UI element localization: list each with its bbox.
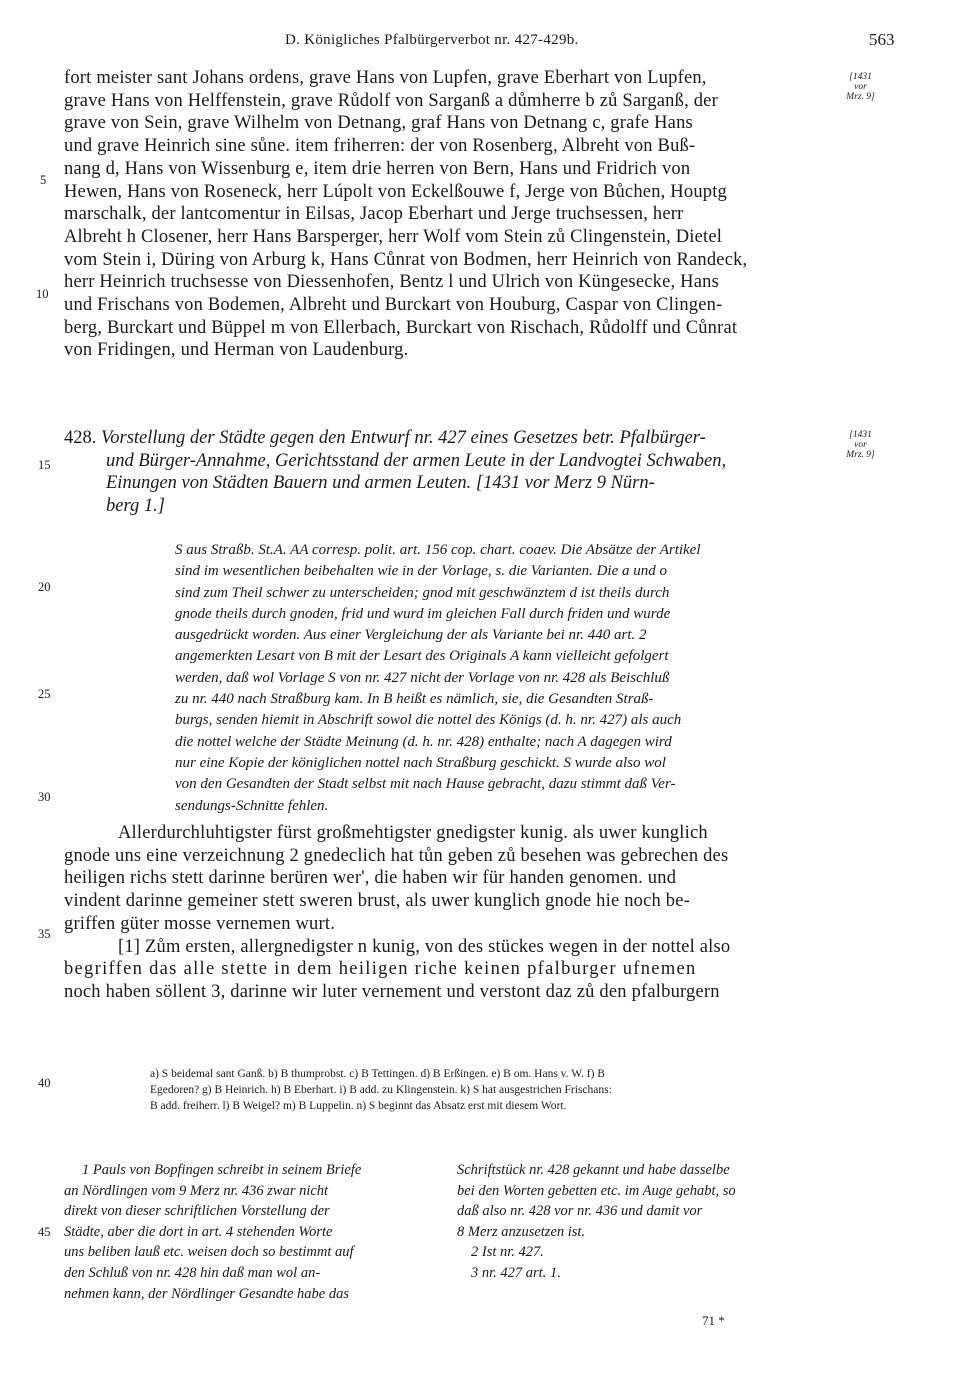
- line-number: 45: [38, 1225, 51, 1239]
- page-number: 563: [869, 30, 895, 49]
- text-line: und Frischans von Bodemen, Albreht und Burckart von Houburg, Caspar von Clingen-: [64, 295, 723, 316]
- footnote-line: uns beliben lauß etc. weisen doch so bestimmt auf: [64, 1244, 354, 1261]
- source-line: die nottel welche der Städte Meinung (d. h. nr. 428) enthalte; nach A dagegen wird: [175, 733, 672, 750]
- source-line: burgs, senden hiemit in Abschrift sowol die nottel des Königs (d. h. nr. 427) als auch: [175, 712, 682, 729]
- rubric-line: berg 1.]: [106, 495, 165, 516]
- margin-date-note-rubric: [838, 430, 883, 460]
- footnotes-right-column: [457, 1160, 736, 1284]
- margin-note-line: Mrz. 9]: [846, 450, 875, 460]
- line-number: 25: [38, 687, 51, 701]
- text-line: nang d, Hans von Wissenburg e, item drie herren von Bern, Hans und Fridrich von: [64, 158, 691, 179]
- source-line: gnode theils durch gnoden, frid und wurd im gleichen Fall durch friden und wurde: [175, 605, 671, 622]
- text-line: vindent darinne gemeiner stett sweren brust, als uwer kunglich gnode hie noch be-: [64, 891, 691, 912]
- source-line: nur eine Kopie der königlichen nottel nach Straßburg geschickt. S wurde also wol: [175, 754, 666, 771]
- line-number: 35: [38, 927, 51, 941]
- margin-note-line: [1431: [849, 430, 872, 440]
- document-number: 428.: [64, 428, 97, 448]
- text-line: grave Hans von Helffenstein, grave Růdolf von Sarganß a důmherre b zů Sarganß, der: [64, 90, 718, 111]
- text-line: Allerdurchluhtigster fürst großmehtigster gnedigster kunig. als uwer kunglich: [118, 823, 708, 843]
- footnote-line: den Schluß von nr. 428 hin daß man wol an-: [64, 1264, 321, 1281]
- line-number: 40: [38, 1076, 51, 1090]
- source-line: sind zum Theil schwer zu unterscheiden; gnod mit geschwänztem d ist theils durch: [175, 584, 670, 601]
- rubric-text: Vorstellung der Städte gegen den Entwurf nr. 427 eines Gesetzes betr. Pfalbürger-: [101, 428, 706, 448]
- text-line: begriffen das alle stette in dem heiligen riche keinen pfalburger ufnemen: [64, 959, 697, 980]
- footnote-line: 3 nr. 427 art. 1.: [471, 1264, 561, 1281]
- footnote-line: 8 Merz anzusetzen ist.: [457, 1223, 586, 1240]
- text-line: und grave Heinrich sine sůne. item friherren: der von Rosenberg, Albreht von Buß-: [64, 136, 696, 157]
- text-line: marschalk, der lantcomentur in Eilsas, Jacop Eberhart und Jerge truchsessen, herr: [64, 204, 684, 225]
- text-line: fort meister sant Johans ordens, grave Hans von Lupfen, grave Eberhart von Lupfen,: [64, 68, 707, 88]
- footnotes-left-column: [64, 1160, 361, 1304]
- source-line: sendungs-Schnitte fehlen.: [175, 797, 329, 814]
- source-line: S aus Straßb. St.A. AA corresp. polit. art. 156 cop. chart. coaev. Die Absätze der Artikel: [175, 542, 701, 558]
- text-line: Hewen, Hans von Roseneck, herr Lúpolt von Eckelßouwe f, Jerge von Bůchen, Houptg: [64, 181, 728, 202]
- margin-note-line: [1431: [849, 72, 872, 82]
- line-number: 10: [36, 287, 49, 301]
- text-line: gnode uns eine verzeichnung 2 gnedeclich hat tůn geben zů besehen was gebrechen des: [64, 845, 729, 866]
- rubric-line: und Bürger-Annahme, Gerichtsstand der armen Leute in der Landvogtei Schwaben,: [106, 450, 727, 471]
- text-line: von Fridingen, und Herman von Laudenburg.: [64, 340, 409, 361]
- footnote-line: nehmen kann, der Nördlinger Gesandte habe das: [64, 1285, 349, 1302]
- text-line: heiligen richs stett darinne berüren wer', die haben wir für handen genomen. und: [64, 868, 677, 889]
- footnote-line: 2 Ist nr. 427.: [471, 1244, 544, 1261]
- source-line: ausgedrückt worden. Aus einer Vergleichung der als Variante bei nr. 440 art. 2: [175, 627, 647, 644]
- text-line: vom Stein i, Düring von Arburg k, Hans Cůnrat von Bodmen, herr Heinrich von Randeck,: [64, 249, 748, 270]
- rubric-line: Einungen von Städten Bauern und armen Leuten. [1431 vor Merz 9 Nürn-: [106, 473, 655, 493]
- variant-apparatus: [150, 1066, 612, 1114]
- names-paragraph: [64, 67, 747, 362]
- footnote-line: an Nördlingen vom 9 Merz nr. 436 zwar nicht: [64, 1182, 329, 1199]
- rubric-line: [64, 427, 726, 450]
- margin-note-line: vor: [854, 440, 867, 450]
- text-line: griffen güter mosse vernemen wurt.: [64, 913, 336, 934]
- footnote-line: Schriftstück nr. 428 gekannt und habe dasselbe: [457, 1162, 730, 1178]
- footnote-line: 1 Pauls von Bopfingen schreibt in seinem Briefe: [82, 1162, 362, 1178]
- line-number: 30: [38, 790, 51, 804]
- margin-note-line: vor: [854, 82, 867, 92]
- text-line: Albreht h Closener, herr Hans Barsperger, herr Wolf vom Stein zů Clingenstein, Dietel: [64, 226, 723, 247]
- line-number: 15: [38, 458, 51, 472]
- text-line: grave von Sein, grave Wilhelm von Detnang, graf Hans von Detnang c, grafe Hans: [64, 113, 693, 134]
- footnote-line: Städte, aber die dort in art. 4 stehenden Worte: [64, 1223, 333, 1240]
- footnote-line: direkt von dieser schriftlichen Vorstellung der: [64, 1203, 330, 1220]
- running-header: D. Königliches Pfalbürgerverbot nr. 427-429b.: [285, 32, 579, 48]
- margin-date-note-top: [838, 72, 883, 102]
- text-line: [1] Zům ersten, allergnedigster n kunig, von des stückes wegen in der nottel also: [118, 936, 731, 957]
- line-number: 5: [40, 173, 47, 187]
- petition-text: [64, 822, 730, 1004]
- source-line: sind im wesentlichen beibehalten wie in der Vorlage, s. die Varianten. Die a und o: [175, 563, 668, 580]
- source-line: werden, daß wol Vorlage S von nr. 427 nicht der Vorlage von nr. 428 als Beischluß: [175, 669, 670, 686]
- source-note: [175, 540, 701, 817]
- text-line: berg, Burckart und Büppel m von Ellerbach, Burckart von Rischach, Růdolff und Cůnrat: [64, 317, 738, 338]
- margin-note-line: Mrz. 9]: [846, 92, 875, 102]
- source-line: zu nr. 440 nach Straßburg kam. In B heißt es nämlich, sie, die Gesandten Straß-: [175, 691, 654, 708]
- variant-line: B add. freiherr. l) B Weigel? m) B Luppelin. n) S beginnt das Absatz erst mit diesem Wort.: [150, 1100, 567, 1112]
- footnote-line: bei den Worten gebetten etc. im Auge gehabt, so: [457, 1182, 736, 1199]
- line-number: 20: [38, 580, 51, 594]
- variant-line: Egedoren? g) B Heinrich. h) B Eberhart. i) B add. zu Klingenstein. k) S hat ausgestrichen Frischans:: [150, 1084, 612, 1096]
- text-line: noch haben söllent 3, darinne wir luter vernement und verstont daz zů den pfalburgern: [64, 981, 720, 1002]
- footnote-line: daß also nr. 428 vor nr. 436 und damit vor: [457, 1203, 703, 1220]
- source-line: von den Gesandten der Stadt selbst mit nach Hause gebracht, dazu stimmt daß Ver-: [175, 776, 676, 793]
- text-line: herr Heinrich truchsesse von Diessenhofen, Bentz l und Ulrich von Küngesecke, Hans: [64, 272, 719, 293]
- document-rubric: [64, 427, 726, 517]
- sheet-signature: 71 *: [702, 1313, 725, 1328]
- source-line: angemerkten Lesart von B mit der Lesart des Originals A kann vielleicht gefolgert: [175, 648, 669, 665]
- variant-line: a) S beidemal sant Ganß. b) B thumprobst. c) B Tettingen. d) B Erßingen. e) B om. Hans v. W. f) B: [150, 1068, 605, 1080]
